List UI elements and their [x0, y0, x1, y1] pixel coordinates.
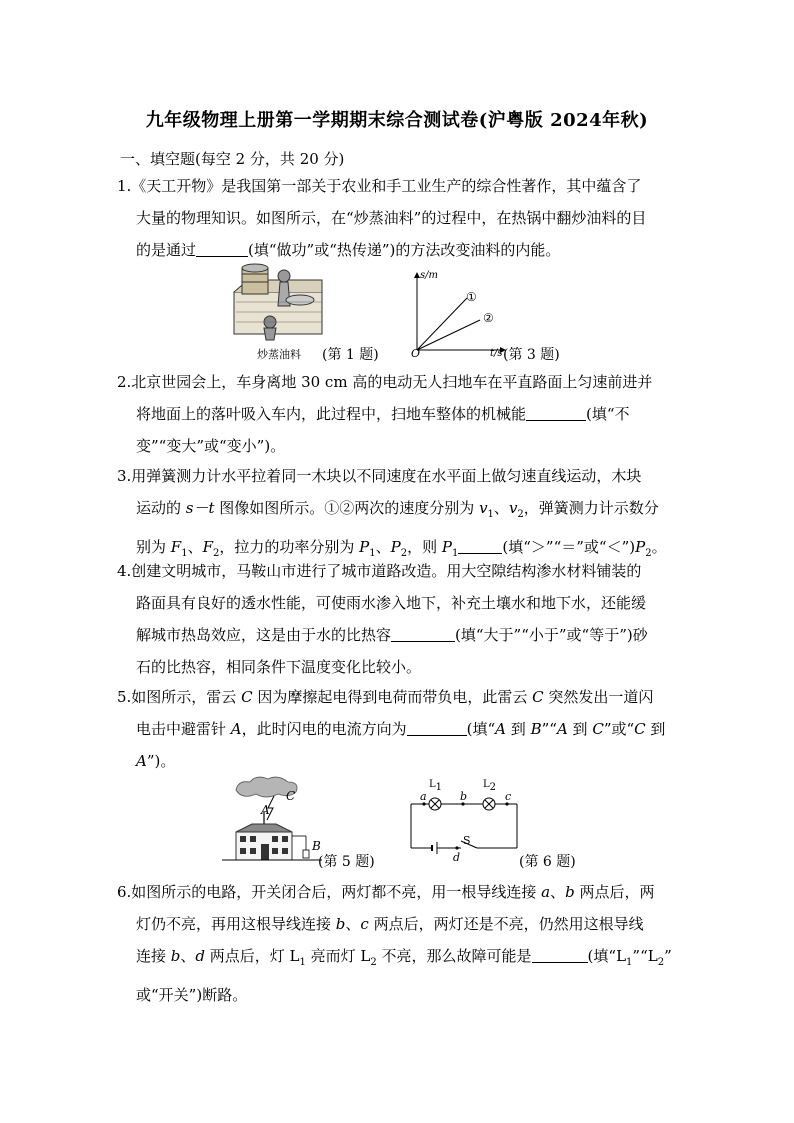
lamp-L2-label: $L_2$: [483, 779, 497, 793]
question-4: [117, 555, 682, 683]
x-axis-label: t/s: [490, 348, 503, 359]
q2-line: 变”“变大”或“变小”)。: [136, 437, 286, 455]
q3-line: 3.用弹簧测力计水平拉着同一木块以不同速度在水平面上做匀速直线运动，木块: [117, 467, 642, 485]
q2-line: 将地面上的落叶吸入车内，此过程中，扫地车整体的机械能 (填“不: [136, 405, 630, 423]
q5-line: 5.如图所示，雷云 C 因为摩擦起电得到电荷而带负电，此雷云 C 突然发出一道闪: [117, 688, 654, 706]
answer-blank[interactable]: [391, 626, 455, 642]
question-2: [117, 366, 682, 462]
question-3: [117, 460, 682, 570]
node-a: a: [420, 790, 427, 803]
page-title: 九年级物理上册第一学期期末综合测试卷(沪粤版 2024年秋): [145, 110, 649, 131]
q2-line: 2.北京世园会上，车身离地 30 cm 高的电动无人扫地车在平直路面上匀速前进并: [117, 373, 653, 391]
q4-line: 解城市热岛效应，这是由于水的比热容 (填“大于”“小于”或“等于”)砂: [136, 626, 648, 644]
q6-line: 或“开关”)断路。: [136, 986, 248, 1004]
line-2: [417, 320, 480, 350]
figure-3-caption: (第 3 题): [503, 347, 560, 363]
node-d: d: [453, 851, 461, 864]
figure-5-caption: (第 5 题): [318, 854, 375, 870]
line-2-label: ②: [483, 311, 494, 325]
line-1: [417, 298, 467, 350]
figure-6-caption: (第 6 题): [519, 854, 576, 870]
answer-blank[interactable]: [196, 241, 248, 257]
lamp-L1-label: $L_1$: [429, 779, 443, 793]
q3-line: 别为 $F_1$、$F_2$，拉力的功率分别为 $P_1$、$P_2$，则 $P_1$ (填“＞”“＝”或“$<”)P_2$。: [136, 538, 667, 559]
question-1: [117, 170, 682, 266]
stir-fry-oil-illustration: [228, 262, 328, 344]
q4-line: 4.创建文明城市，马鞍山市进行了城市道路改造。用大空隙结构渗水材料铺装的: [117, 562, 642, 580]
q5-line: 电击中避雷针 A，此时闪电的电流方向为 (填“A 到 B”“A 到 C”或“C 到: [136, 720, 666, 738]
line-1-label: ①: [466, 290, 477, 304]
question-5: [117, 681, 682, 777]
answer-blank[interactable]: [532, 947, 588, 963]
label-B: B: [312, 839, 321, 853]
origin-label: O: [411, 347, 421, 360]
answer-blank[interactable]: [526, 405, 586, 421]
answer-blank[interactable]: [458, 538, 502, 554]
y-axis-label: s/m: [420, 270, 438, 281]
switch-S-label: S: [463, 834, 471, 847]
label-C: C: [286, 789, 296, 803]
q4-line: 路面具有良好的透水性能，可使雨水渗入地下，补充土壤水和地下水，还能缓: [136, 594, 647, 612]
node-c: c: [505, 790, 512, 803]
q6-line: 灯仍不亮，再用这根导线连接 b、c 两点后，两灯还是不亮，仍然用这根导线: [136, 915, 644, 933]
label-A: A: [261, 803, 270, 817]
node-b: b: [460, 790, 468, 803]
section-heading: 一、填空题(每空 2 分，共 20 分): [120, 150, 345, 168]
q4-line: 石的比热容，相同条件下温度变化比较小。: [136, 658, 422, 676]
figure-1-caption: (第 1 题): [322, 347, 379, 363]
q1-line: 大量的物理知识。如图所示，在“炒蒸油料”的过程中，在热锅中翻炒油料的目: [136, 209, 647, 227]
q6-line: 连接 b、d 两点后，灯 $L_1$ 亮而灯 $L_2$ 不亮，那么故障可能是 (填“$L_1”“L_2$”: [136, 947, 672, 968]
q1-line: 的是通过 (填“做功”或“热传递”)的方法改变油料的内能。: [136, 241, 561, 259]
answer-blank[interactable]: [407, 720, 467, 736]
q6-line: 6.如图所示的电路，开关闭合后，两灯都不亮，用一根导线连接 a、b 两点后，两: [117, 883, 655, 901]
figure-1-label: 炒蒸油料: [257, 348, 301, 361]
q3-line: 运动的 s－t 图像如图所示。①②两次的速度分别为 $v_1$、$v_2$，弹簧测力计示数分: [136, 499, 659, 520]
question-6: [117, 876, 682, 1011]
q5-line: A”)。: [136, 752, 176, 770]
q1-line: 1.《天工开物》是我国第一部关于农业和手工业生产的综合性著作，其中蕴含了: [117, 177, 642, 195]
